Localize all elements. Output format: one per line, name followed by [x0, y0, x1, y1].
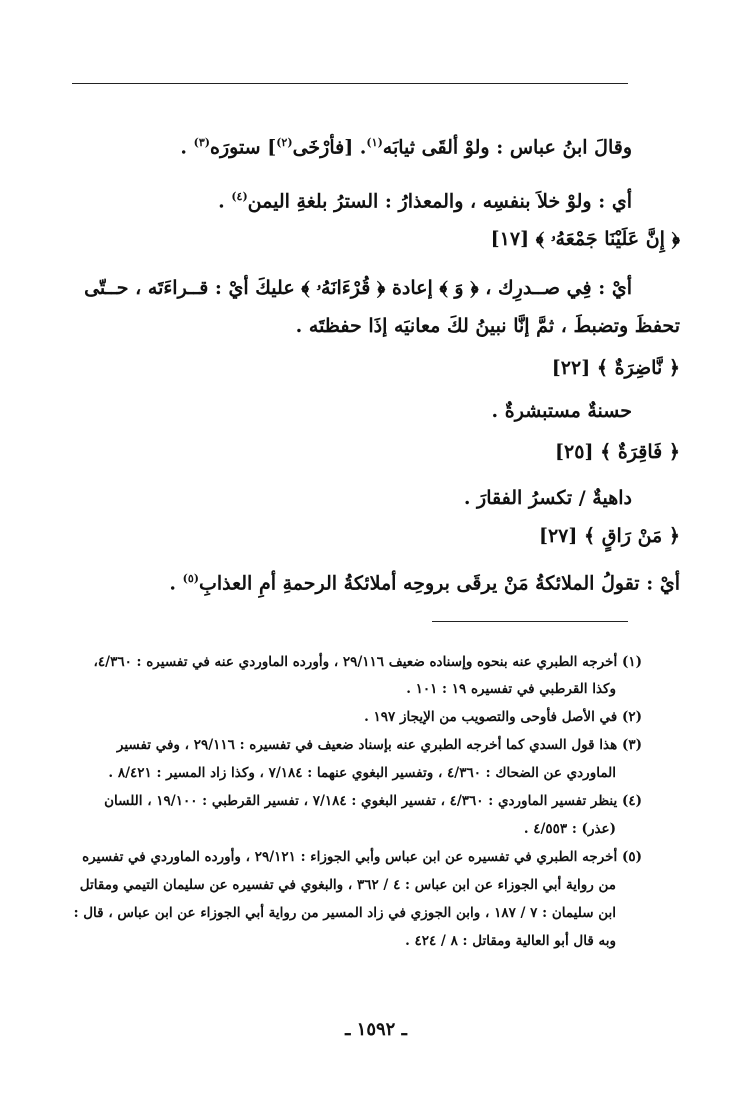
footnote-line: وبه قال أبو العالية ومقاتل : ٨ / ٤٢٤ .: [405, 933, 616, 949]
verse-open-bracket: ﴿: [668, 525, 680, 547]
verse-words: نَّاضِرَةٌ: [614, 357, 663, 379]
verse-words: مَنْ رَاقٍ: [601, 525, 663, 547]
footnote-line: الماوردي عن الضحاك : ٤/٣٦٠ ، وتفسير البغوي عنهما : ٧/١٨٤ ، وكذا زاد المسير : ٨/٤٢١ .: [108, 765, 616, 781]
line11-part1: أيْ : تقولُ الملائكةُ مَنْ يرقَى بروحِه أملائكةُ الرحمةِ أمِ العذابِ: [198, 572, 680, 595]
verse-22: [552, 353, 680, 383]
verse-17: [491, 224, 680, 254]
footnote-line: من رواية أبي الجوزاء عن ابن عباس : ٤ / ٣٦٢ ، والبغوي في تفسيره عن سليمان التيمي ومقاتل: [79, 877, 616, 893]
verse-close-bracket: ﴾: [584, 525, 596, 547]
page-number: ـ ١٥٩٢ ـ: [345, 1019, 407, 1040]
footnote-line: (٣) هذا قول السدي كما أخرجه الطبري عنه بإسناد ضعيف في تفسيره : ٢٩/١١٦ ، وفي تفسير: [116, 737, 642, 753]
verse-open-bracket: ﴿: [668, 357, 680, 379]
text-line-2: [218, 182, 632, 216]
verse-open-bracket: ﴿: [668, 441, 680, 463]
verse-27: [539, 521, 680, 551]
footnote-marker-1[interactable]: (١): [366, 136, 383, 149]
footnote-marker-5[interactable]: (٥): [182, 572, 199, 585]
footnote-rule: [432, 621, 628, 622]
text-line-1: [180, 128, 632, 162]
line1-part4: .: [180, 136, 194, 159]
verse-number: [٢٥]: [555, 441, 594, 463]
verse-number: [١٧]: [490, 228, 530, 250]
verse-words: إِنَّ عَلَيْنَا جَمْعَهُۥ: [550, 228, 665, 250]
footnote-line: ابن سليمان : ٧ / ١٨٧ ، وابن الجوزي في زاد المسير من رواية أبي الجوزاء عن ابن عباس ، قال :: [73, 905, 616, 921]
footnote-line: (٥) أخرجه الطبري في تفسيره عن ابن عباس وأبي الجوزاء : ٢٩/١٢١ ، وأورده الماوردي في تفسيره: [82, 849, 642, 865]
verse-open-bracket: ﴿: [671, 228, 680, 250]
line1-part3: ] ستورَه: [210, 136, 277, 159]
footnote-line: (١) أخرجه الطبري عنه بنحوه وإسناده ضعيف ٢٩/١١٦ ، وأورده الماوردي عنه في تفسيره : ٤/٣٦٠،: [93, 654, 642, 670]
footnote-marker-4[interactable]: (٤): [231, 190, 248, 203]
text-line-7: حسنةٌ مستبشرةٌ .: [491, 400, 632, 422]
line2-part1: أي : ولوْ خلاَ بنفسِه ، والمعذارُ : السترُ بلغةِ اليمن: [247, 190, 632, 213]
verse-25: [555, 437, 680, 467]
footnote-line: (عذر) : ٤/٥٥٣ .: [523, 821, 616, 837]
text-line-11: [169, 564, 680, 598]
top-rule: [72, 83, 628, 84]
verse-close-bracket: ﴾: [600, 441, 612, 463]
text-line-4: أيْ : فِي صــدرِك ، ﴿ وَ ﴾ إعادة ﴿ قُرْءَانَهُۥ ﴾ عليكَ أيْ : قــراءَتَه ، حــتّى: [84, 277, 632, 299]
verse-close-bracket: ﴾: [535, 228, 545, 250]
footnote-marker-2[interactable]: (٢): [276, 136, 293, 149]
line11-part2: .: [169, 572, 183, 595]
line2-part2: .: [218, 190, 232, 213]
verse-number: [٢٧]: [538, 525, 578, 547]
verse-words: فَاقِرَةٌ: [617, 441, 663, 463]
footnote-line: (٤) ينظر تفسير الماوردي : ٤/٣٦٠ ، تفسير البغوي : ٧/١٨٤ ، تفسير القرطبي : ١٩/١٠٠ ، اللسان: [104, 793, 642, 809]
verse-close-bracket: ﴾: [596, 357, 608, 379]
verse-number: [٢٢]: [551, 357, 591, 379]
line1-part2: . [فأرْخَى: [292, 136, 367, 159]
footnote-marker-3[interactable]: (٣): [193, 136, 210, 149]
text-line-9: داهيةٌ / تكسرُ الفقارَ .: [463, 487, 632, 509]
line1-part1: وقالَ ابنُ عباس : ولوْ ألقَى ثيابَه: [382, 136, 632, 159]
text-line-5: تحفظَ وتضبطَ ، ثمَّ إنَّا نبينُ لكَ معانيَه إذَا حفظتَه .: [295, 315, 680, 337]
footnote-line: وكذا القرطبي في تفسيره ١٩ : ١٠١ .: [406, 681, 616, 697]
footnote-line: (٢) في الأصل فأوحى والتصويب من الإيجاز ١٩٧ .: [364, 709, 642, 725]
